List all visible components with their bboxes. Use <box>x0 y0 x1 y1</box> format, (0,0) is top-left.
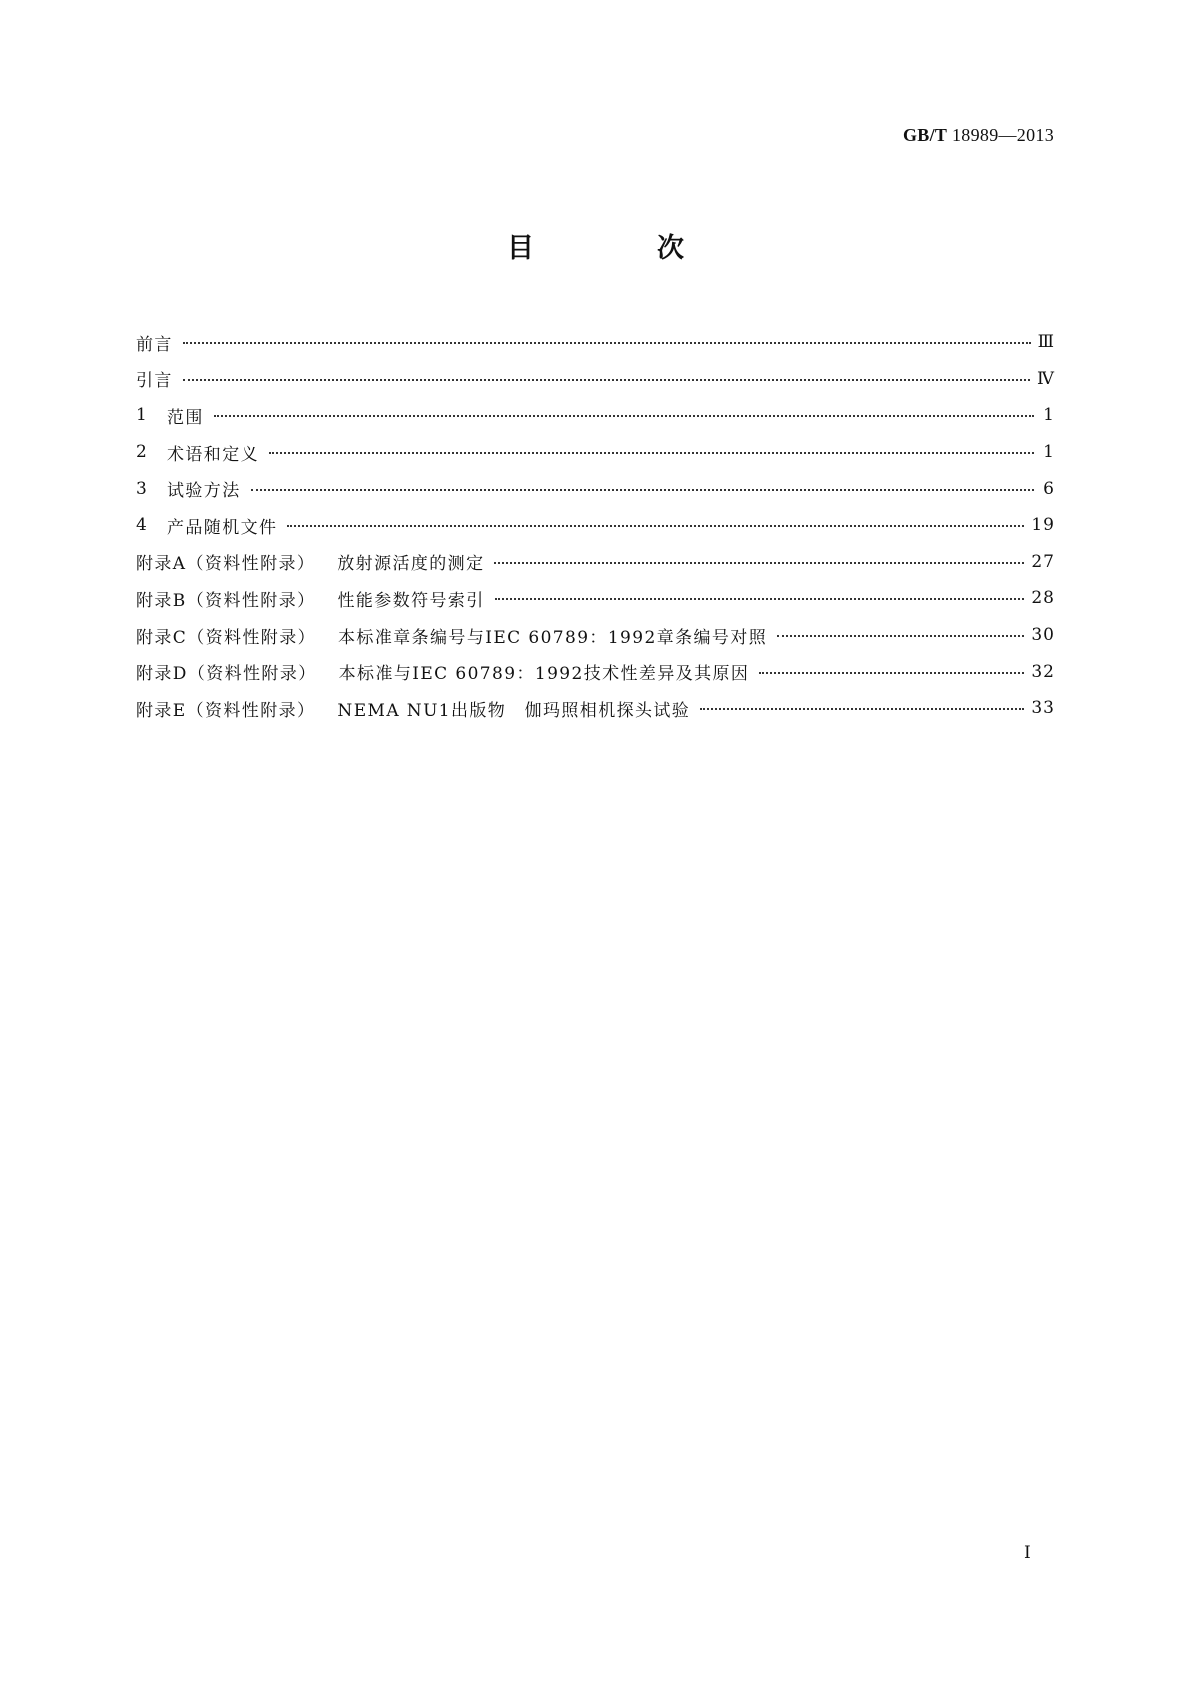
toc-entry-label: 本标准与IEC 60789：1992技术性差异及其原因 <box>338 664 750 685</box>
standard-number: 18989—2013 <box>952 125 1054 145</box>
toc-entry-section-3[interactable] <box>136 470 1055 507</box>
toc-entry-page: 30 <box>1031 625 1055 646</box>
toc-entry-label: 试验方法 <box>167 481 241 502</box>
table-of-contents <box>136 324 1055 727</box>
toc-leader-dots <box>700 696 1024 710</box>
toc-entry-number: 4 <box>136 515 147 536</box>
toc-leader-dots <box>495 586 1025 600</box>
toc-entry-label: 引言 <box>136 371 173 392</box>
toc-entry-page: 1 <box>1043 442 1055 463</box>
toc-leader-dots <box>183 367 1030 381</box>
toc-entry-number: 3 <box>136 478 147 499</box>
toc-entry-label: 本标准章条编号与IEC 60789：1992章条编号对照 <box>338 627 768 648</box>
toc-leader-dots <box>759 660 1024 674</box>
toc-entry-section-2[interactable] <box>136 434 1055 471</box>
toc-entry-annex-d[interactable] <box>136 653 1055 690</box>
toc-entry-number: 1 <box>136 405 147 426</box>
toc-entry-page: 1 <box>1043 405 1055 426</box>
toc-entry-page: 28 <box>1031 588 1055 609</box>
toc-annex-prefix: 附录D（资料性附录） <box>136 664 317 685</box>
toc-entry-annex-b[interactable] <box>136 580 1055 617</box>
toc-entry-page: 6 <box>1043 478 1055 499</box>
toc-entry-annex-c[interactable] <box>136 617 1055 654</box>
toc-annex-prefix: 附录B（资料性附录） <box>136 590 316 611</box>
toc-entry-label: 产品随机文件 <box>167 517 278 538</box>
toc-entry-label: 前言 <box>136 334 173 355</box>
toc-entry-label: 性能参数符号索引 <box>337 590 485 611</box>
toc-leader-dots <box>183 330 1031 344</box>
toc-entry-label: NEMA NU1出版物 伽玛照相机探头试验 <box>337 700 691 721</box>
toc-entry-annex-a[interactable] <box>136 544 1055 581</box>
toc-entry-section-4[interactable] <box>136 507 1055 544</box>
toc-entry-label: 范围 <box>167 407 204 428</box>
standard-prefix: GB/T <box>902 125 948 145</box>
page-number: Ⅰ <box>1024 1543 1031 1562</box>
page-title: 目 次 <box>507 233 732 264</box>
toc-annex-prefix: 附录A（资料性附录） <box>136 554 316 575</box>
toc-leader-dots <box>214 403 1034 417</box>
toc-entry-page: 33 <box>1031 698 1055 719</box>
toc-entry-page: 32 <box>1031 661 1055 682</box>
toc-entry-label: 放射源活度的测定 <box>337 554 485 575</box>
toc-entry-annex-e[interactable] <box>136 690 1055 727</box>
toc-leader-dots <box>269 440 1034 454</box>
toc-leader-dots <box>777 623 1024 637</box>
toc-entry-preface[interactable] <box>136 324 1055 361</box>
toc-annex-prefix: 附录C（资料性附录） <box>136 627 317 648</box>
toc-entry-section-1[interactable] <box>136 397 1055 434</box>
toc-entry-introduction[interactable] <box>136 361 1055 398</box>
toc-entry-number: 2 <box>136 442 147 463</box>
toc-leader-dots <box>494 550 1024 564</box>
toc-leader-dots <box>251 477 1034 491</box>
toc-entry-page: Ⅳ <box>1037 368 1055 389</box>
toc-entry-page: Ⅲ <box>1037 332 1055 353</box>
toc-leader-dots <box>287 513 1024 527</box>
toc-entry-label: 术语和定义 <box>167 444 259 465</box>
standard-code <box>903 125 1054 146</box>
toc-annex-prefix: 附录E（资料性附录） <box>136 700 316 721</box>
toc-entry-page: 19 <box>1031 515 1055 536</box>
toc-entry-page: 27 <box>1031 551 1055 572</box>
